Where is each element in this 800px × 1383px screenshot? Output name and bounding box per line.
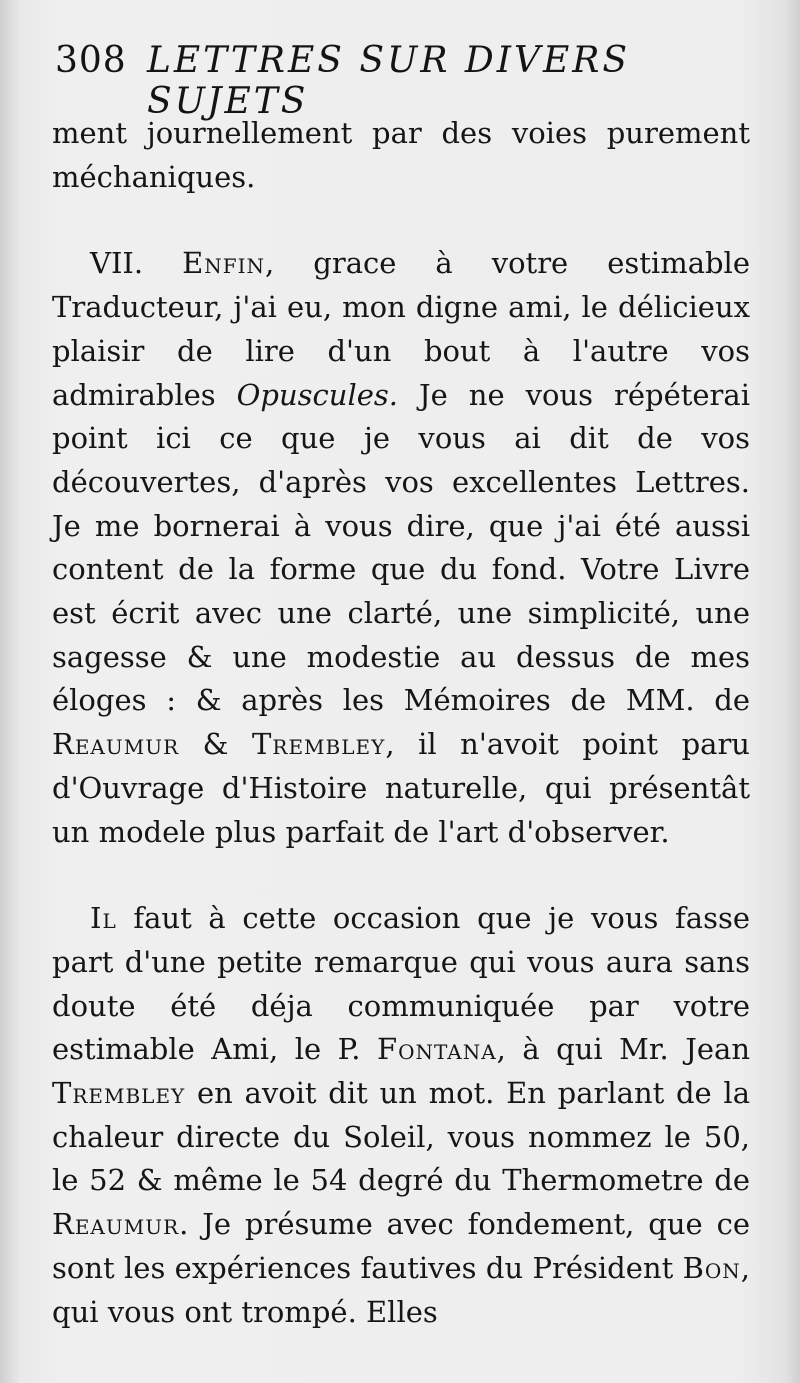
paragraph-text: faut à cette occasion que je vous fasse part d'une petite remarque qui vous aura sans doute été déja communiquée par votre estimable Ami, le P. — [52, 901, 750, 1067]
paragraph-vii — [52, 242, 750, 854]
proper-name: Trembley — [252, 727, 386, 762]
proper-name: Trembley — [52, 1076, 186, 1111]
running-head — [55, 40, 755, 122]
opening-word: Il — [90, 901, 117, 936]
paragraph-text: en avoit dit un mot. En parlant de la chaleur directe du Soleil, vous nommez le 50, le 52 & même le 54 degré du Thermometre de — [52, 1076, 750, 1198]
proper-name: Reaumur — [52, 1207, 180, 1242]
page-number: 308 — [55, 40, 127, 81]
proper-name: Bon — [682, 1250, 741, 1285]
paragraph-continuation — [52, 112, 750, 199]
body-text — [52, 112, 750, 1334]
paragraph-text: Je ne vous répéterai point ici ce que je vous ai dit de vos découvertes, d'après vos excellentes Lettres. Je me bornerai à vous dire, que j'ai été aussi content de la forme que du fond. Votre Livre est écrit avec une clarté, une simplicité, une sagesse & une modestie au dessus de mes éloges : & après les Mémoires de MM. de — [52, 377, 750, 718]
paragraph-text: , il n'avoit point paru d'Ouvrage d'Histoire naturelle, qui présentât un modele plus parfait de l'art d'observer. — [52, 727, 750, 849]
paragraph-text: , qui vous ont trompé. Elles — [52, 1250, 750, 1329]
proper-name: Reaumur — [52, 727, 180, 762]
paragraph-text: . Je présume avec fondement, que ce sont les expériences fautives du Président — [52, 1207, 750, 1285]
opening-word: Enfin — [182, 246, 266, 281]
book-title: Opuscules. — [236, 377, 399, 412]
paragraph-text: , à qui Mr. Jean — [496, 1032, 750, 1067]
paragraph-remark — [52, 897, 750, 1334]
paragraph-text: & — [179, 727, 253, 762]
proper-name: Fontana — [376, 1032, 497, 1067]
section-numeral: VII. — [90, 246, 183, 281]
running-title: LETTRES SUR DIVERS SUJETS — [147, 40, 631, 122]
paragraph-text: , grace à votre estimable Traducteur, j'ai eu, mon digne ami, le délicieux plaisir de lire d'un bout à l'autre vos admirables — [52, 246, 750, 412]
paragraph-text: ment journellement par des voies purement méchaniques. — [52, 116, 750, 194]
